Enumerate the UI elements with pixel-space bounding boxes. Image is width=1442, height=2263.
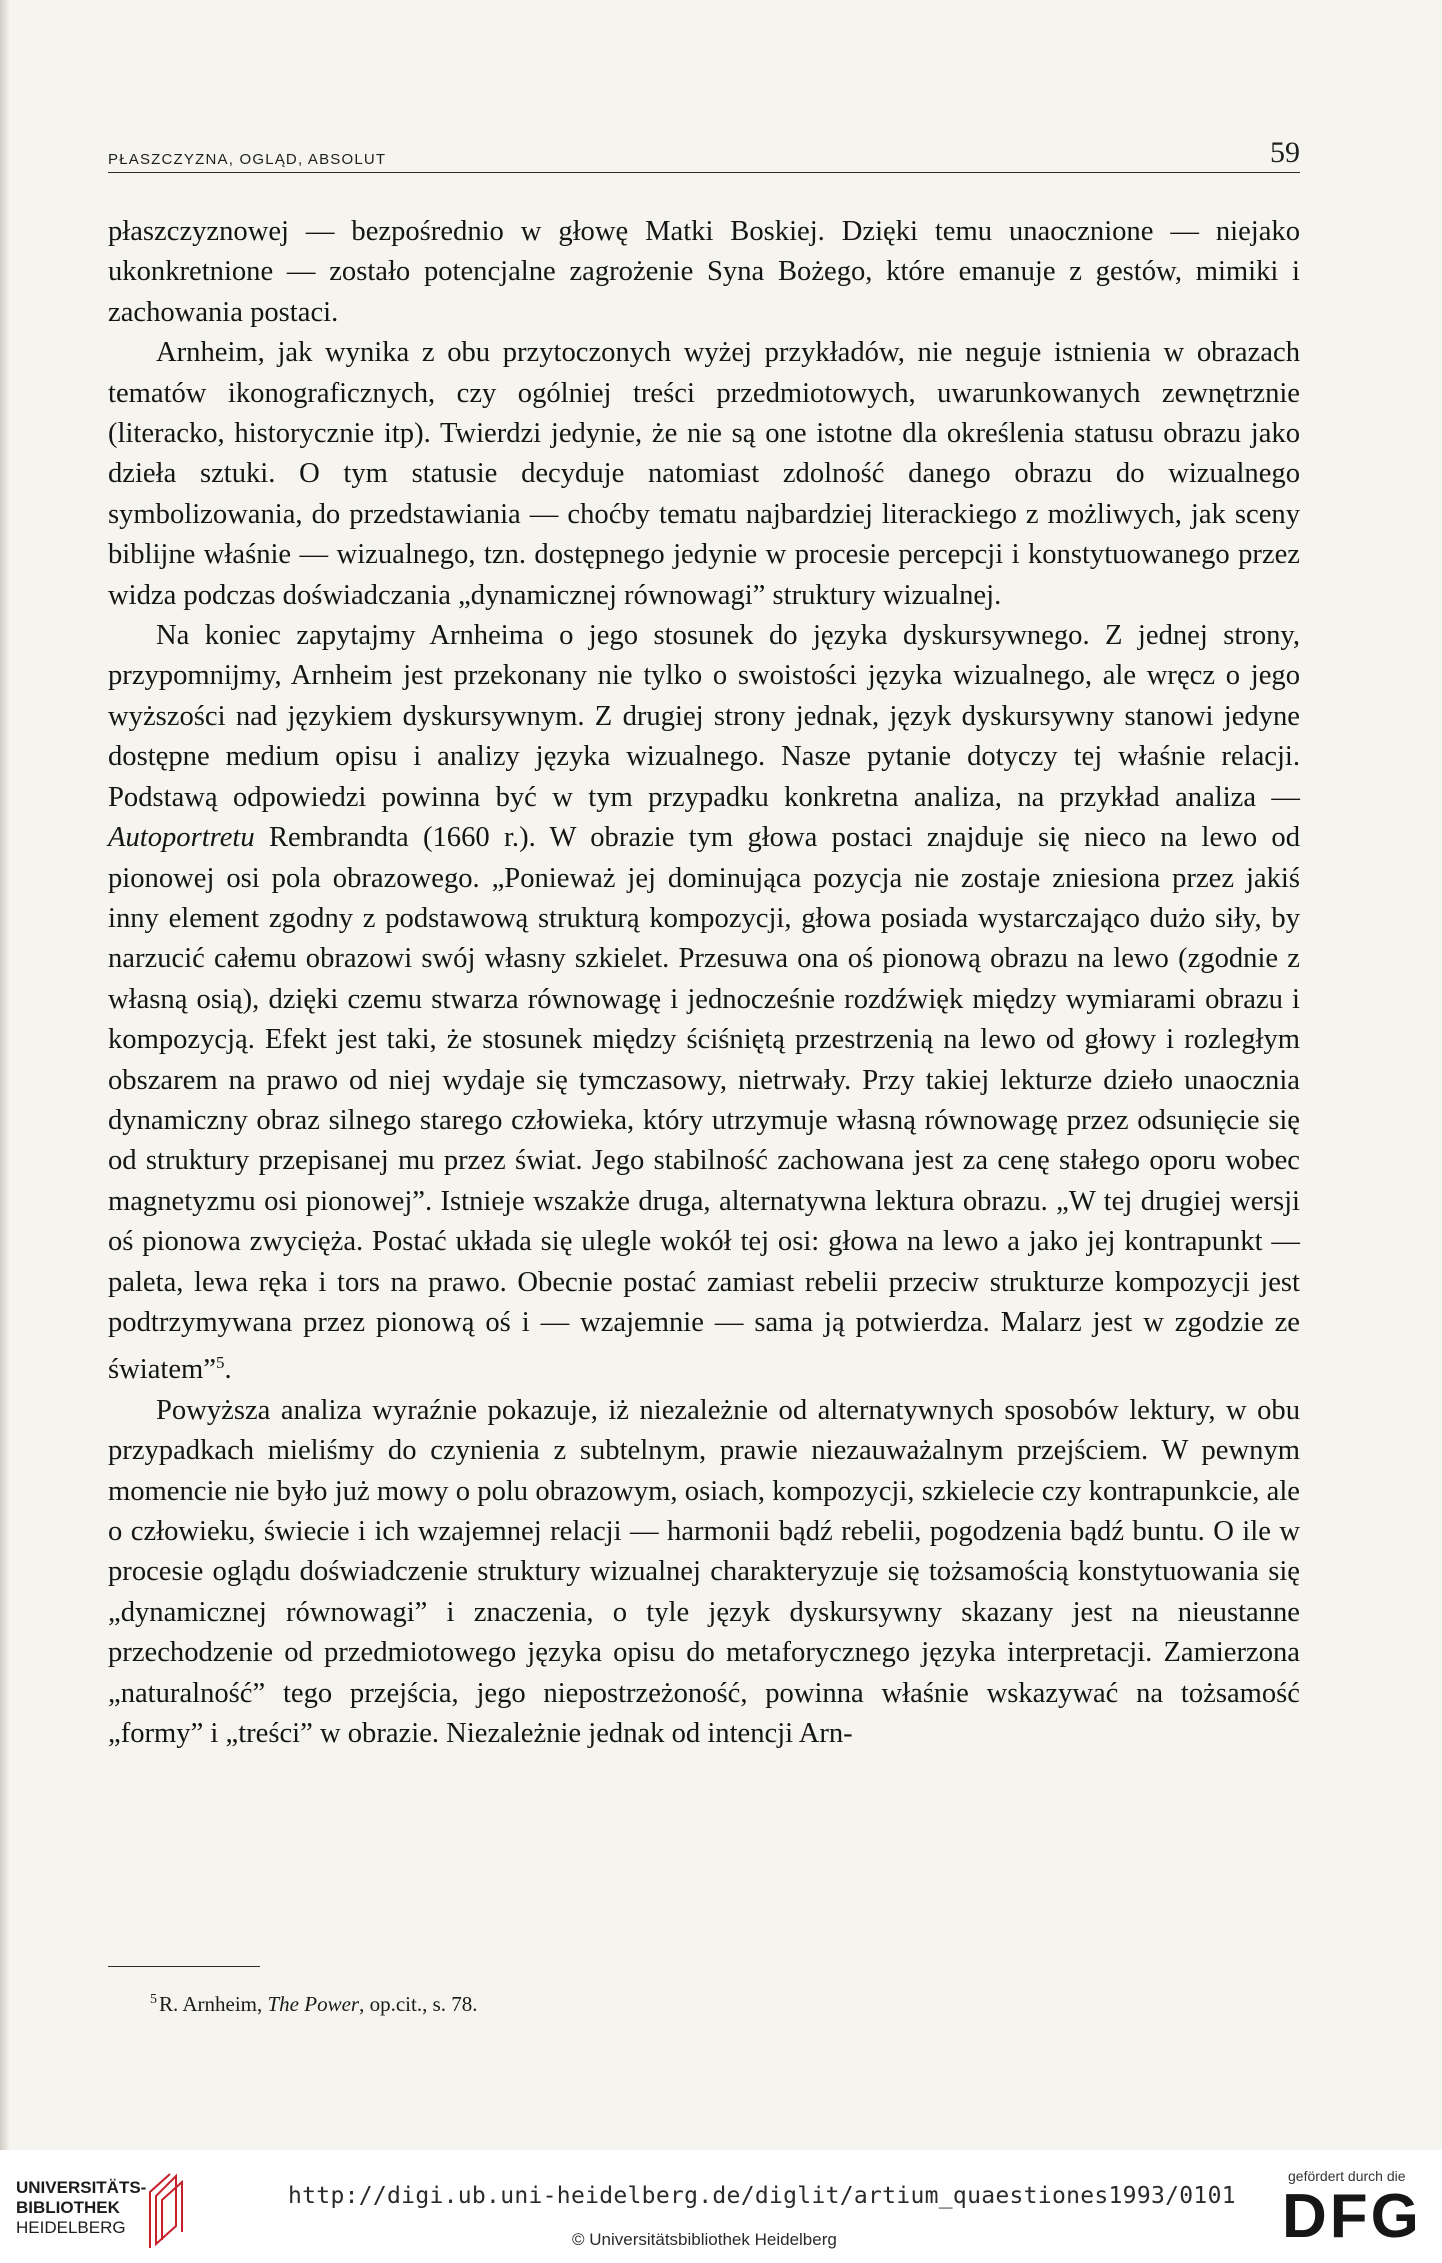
paragraph-text: Rembrandta (1660 r.). W obrazie tym głowa postaci znajduje się nieco na lewo od pionowej osi pola obrazowego. „Ponieważ jej dominująca pozycja nie zostaje zniesiona przez jakiś inny element zgodny z podstawową strukturą kompozycji, głowa posiada wystarczająco dużo siły, by narzucić całemu obrazowi swój własny szkielet. Przesuwa ona oś pionową obrazu na lewo (zgodnie z własną osią), dzięki czemu stwarza równowagę i jednocześnie rozdźwięk między wymiarami obrazu i kompozycją. Efekt jest taki, że stosunek między ściśniętą przestrzenią na lewo od głowy i rozległym obszarem na prawo od niej wydaje się tymczasowy, nietrwały. Przy takiej lekturze dzieło unaocznia dynamiczny obraz silnego starego człowieka, który utrzymuje własną równowagę przez odsunięcie się od struktury przepisanej mu przez świat. Jego stabilność zachowana jest za cenę stałego oporu wobec magnetyzmu osi pionowej”. Istnieje wszakże druga, alternatywna lektura obrazu. „W tej drugiej wersji oś pionowa zwycięża. Postać układa się ulegle wokół tej osi: głowa na lewo a jako jej kontrapunkt — paleta, lewa ręka i tors na prawo. Obecnie postać zamiast rebelii przeciw strukturze kompozycji jest podtrzymywana przez pionową oś i — wzajemnie — sama ją potwierdza. Malarz jest w zgodzie ze światem” bbox=[108, 822, 1300, 1386]
library-logo-text[interactable] bbox=[16, 2178, 146, 2238]
page-url-link[interactable]: http://digi.ub.uni-heidelberg.de/diglit/artium_quaestiones1993/0101 bbox=[288, 2183, 1236, 2209]
running-title: PŁASZCZYZNA, OGLĄD, ABSOLUT bbox=[108, 151, 387, 168]
copyright-notice: © Universitätsbibliothek Heidelberg bbox=[572, 2230, 837, 2249]
footnote-rest: , op.cit., s. 78. bbox=[359, 1992, 478, 2016]
paragraph: Arnheim, jak wynika z obu przytoczonych wyżej przykładów, nie neguje istnienia w obrazach tematów ikonograficznych, czy ogólniej treści przedmiotowych, uwarunkowanych zewnętrznie (literacko, historycznie itp). Twierdzi jedynie, że nie są one istotne dla określenia statusu obrazu jako dzieła sztuki. O tym statusie decyduje natomiast zdolność danego obrazu do wizualnego symbolizowania, do przedstawiania — choćby tematu najbardziej literackiego z możliwych, jak sceny biblijne właśnie — wizualnego, tzn. dostępnego jedynie w procesie percepcji i konstytuowanego przez widza podczas doświadczania „dynamicznej równowagi” struktury wizualnej. bbox=[108, 337, 1300, 611]
ub-heidelberg-logo-icon[interactable] bbox=[146, 2170, 190, 2252]
footnote-author: R. Arnheim, bbox=[159, 1992, 268, 2016]
footnote bbox=[150, 1992, 478, 2017]
paragraph: płaszczyznowej — bezpośrednio w głowę Matki Boskiej. Dzięki temu unaocznione — niejako ukonkretnione — zostało potencjalne zagrożenie Syna Bożego, które emanuje z gestów, mimiki i zachowania postaci. bbox=[108, 216, 1300, 328]
footnote-title: The Power bbox=[267, 1992, 360, 2016]
running-head bbox=[108, 136, 1300, 173]
library-name-line2: BIBLIOTHEK bbox=[16, 2198, 120, 2217]
artwork-title: Autoportretu bbox=[108, 822, 255, 854]
paragraph-text: . bbox=[224, 1354, 232, 1386]
body-text bbox=[108, 212, 1300, 1754]
footnote-reference[interactable]: 5 bbox=[215, 1353, 225, 1373]
footnote-number: 5 bbox=[150, 1992, 157, 2007]
paragraph-text: Na koniec zapytajmy Arnheima o jego stosunek do języka dyskursywnego. Z jednej strony, przypomnijmy, Arnheim jest przekonany nie tylko o swoistości języka wizualnego, ale wręcz o jego wyższości nad językiem dyskursywnym. Z drugiej strony jednak, język dyskursywny stanowi jedyne dostępne medium opisu i analizy języka wizualnego. Nasze pytanie dotyczy tej właśnie relacji. Podstawą odpowiedzi powinna być w tym przypadku konkretna analiza, na przykład analiza — bbox=[108, 620, 1300, 813]
dfg-logo[interactable]: DFG bbox=[1282, 2182, 1422, 2251]
library-name-line1: UNIVERSITÄTS- bbox=[16, 2178, 147, 2197]
footnote-divider bbox=[108, 1966, 260, 1967]
funding-caption: gefördert durch die bbox=[1288, 2168, 1406, 2184]
paragraph: Powyższa analiza wyraźnie pokazuje, iż niezależnie od alternatywnych sposobów lektury, w obu przypadkach mieliśmy do czynienia z subtelnym, prawie niezauważalnym przejściem. W pewnym momencie nie było już mowy o polu obrazowym, osiach, kompozycji, szkielecie czy kontrapunkcie, ale o człowieku, świecie i ich wzajemnej relacji — harmonii bądź rebelii, pogodzenia bądź buntu. O ile w procesie oglądu doświadczenie struktury wizualnej charakteryzuje się tożsamością konstytuowania się „dynamicznej równowagi” i znaczenia, o tyle język dyskursywny skazany jest na nieustanne przechodzenie od przedmiotowego języka opisu do metaforycznego języka interpretacji. Zamierzona „naturalność” tego przejścia, jego niepostrzeżoność, powinna właśnie wskazywać na tożsamość „formy” i „treści” w obrazie. Niezależnie jednak od intencji Arn- bbox=[108, 1394, 1300, 1750]
paragraph bbox=[108, 616, 1300, 1391]
library-name-line3: HEIDELBERG bbox=[16, 2218, 126, 2237]
page-number: 59 bbox=[1270, 136, 1300, 169]
